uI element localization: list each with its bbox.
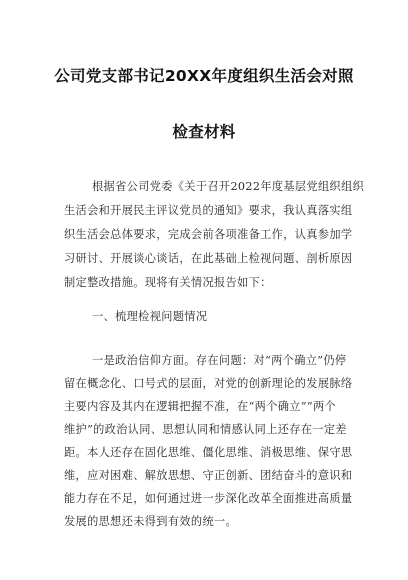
body-line: 维，应对困难、解放思想、守正创新、团结奋斗的意识和 [64, 469, 353, 482]
intro-line: 生活会和开展民主评议党员的通知》要求，我认真落实组 [64, 204, 353, 217]
document-title-line-2: 检查材料 [172, 123, 236, 141]
body-line: 发展的思想还未得到有效的统一。 [64, 515, 238, 528]
intro-line: 制定整改措施。现将有关情况报告如下： [64, 276, 272, 289]
section-heading: 一、梳理检视问题情况 [92, 310, 208, 323]
body-line: 维护”的政治认同、思想认同和情感认同上还存在一定差 [64, 423, 347, 436]
intro-line: 习研讨、开展谈心谈话，在此基础上检视问题、剖析原因 [64, 252, 353, 265]
body-line: 一是政治信仰方面。存在问题：对“两个确立”仍停 [92, 354, 347, 367]
intro-line: 织生活会总体要求，完成会前各项准备工作，认真参加学 [64, 228, 353, 241]
body-line: 距。本人还存在固化思维、僵化思维、消极思维、保守思 [64, 446, 353, 459]
body-line: 能力存在不足，如何通过进一步深化改革全面推进高质量 [64, 492, 353, 505]
document-title-line-1: 公司党支部书记20XX年度组织生活会对照 [54, 67, 354, 85]
body-line: 主要内容及其内在逻辑把握不准，在“两个确立”“两个 [64, 400, 337, 413]
body-line: 留在概念化、口号式的层面，对党的创新理论的发展脉络 [64, 377, 353, 390]
intro-line: 根据省公司党委《关于召开2022年度基层党组织组织 [92, 180, 365, 193]
